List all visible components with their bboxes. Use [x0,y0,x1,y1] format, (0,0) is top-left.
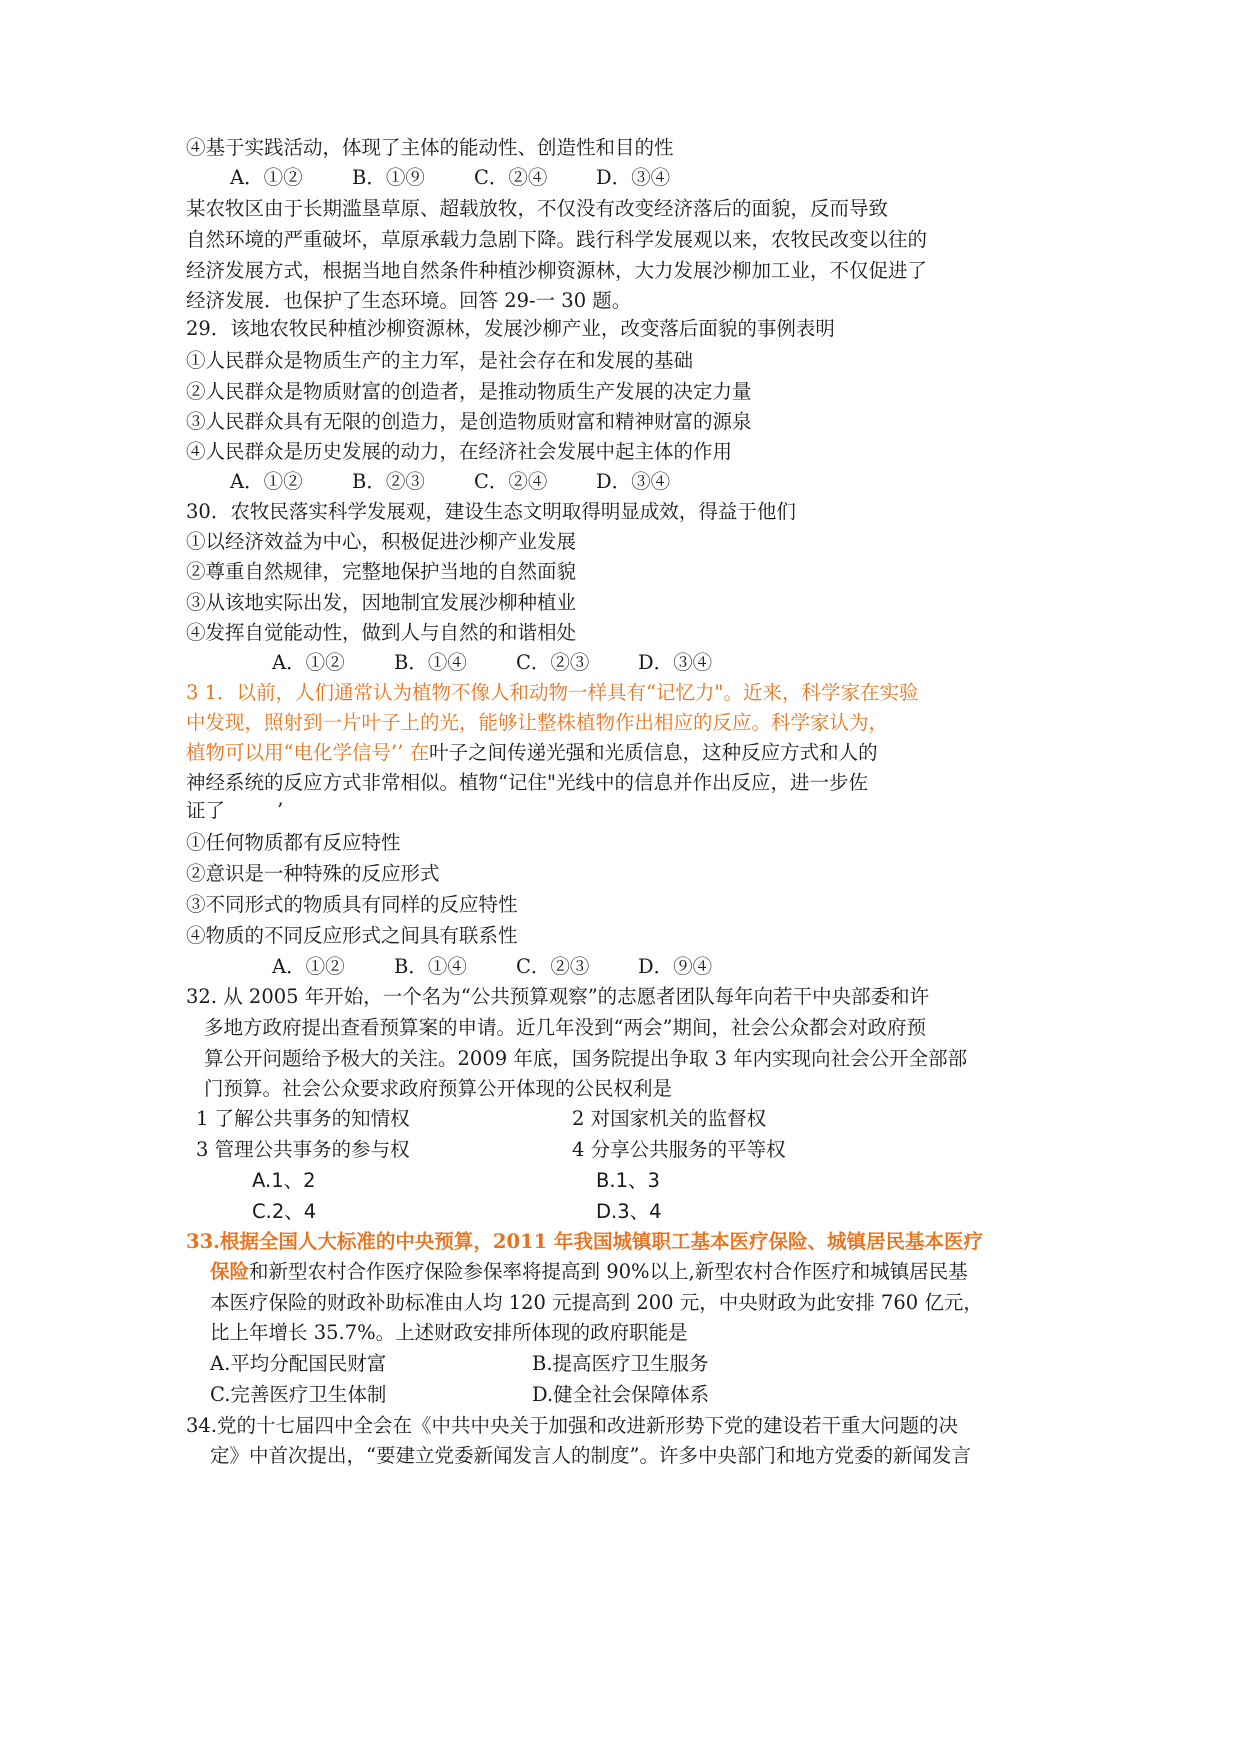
q28-option-c: C．②④ [474,166,548,189]
q31-stem-line-3-highlight: 植物可以用“电化学信号’’ 在 [186,741,430,764]
q30-option-d: D．③④ [638,651,713,674]
q34-line-2: 定》中首次提出，“要建立党委新闻发言人的制度”。许多中央部门和地方党委的新闻发言 [210,1444,971,1467]
q29-item-1: ①人民群众是物质生产的主力军，是社会存在和发展的基础 [186,349,694,372]
q30-item-1: ①以经济效益为中心，积极促进沙柳产业发展 [186,530,577,553]
q32-line-3: 算公开问题给予极大的关注。2009 年底，国务院提出争取 3 年内实现向社会公开全部部 [204,1047,968,1070]
q32-line-4: 门预算。社会公众要求政府预算公开体现的公民权利是 [204,1077,673,1100]
q30-option-b: B．①④ [394,651,467,674]
q30-option-a: A．①② [272,651,345,674]
q33-line-2 [210,1260,968,1284]
q34-line-1: 34.党的十七届四中全会在《中共中央关于加强和改进新形势下党的建设若干重大问题的决 [186,1414,959,1437]
q29-option-b: B．②③ [352,470,425,493]
q31-stem-line-4: 神经系统的反应方式非常相似。植物“记住"光线中的信息并作出反应，进一步佐 [186,771,868,794]
q32-option-c: C.2、4 [252,1200,317,1223]
q32-item-3: 3 管理公共事务的参与权 [196,1138,410,1161]
q33-option-d: D.健全社会保障体系 [532,1383,710,1406]
q31-item-2: ②意识是一种特殊的反应形式 [186,862,440,885]
q33-line-4: 比上年增长 35.7%。上述财政安排所体现的政府职能是 [210,1321,688,1344]
q31-stem-line-5 [186,799,283,823]
q32-option-b: B.1、3 [596,1169,660,1192]
q31-option-c: C．②③ [516,955,590,978]
q30-item-4: ④发挥自觉能动性，做到人与自然的和谐相处 [186,621,577,644]
passage-line-4: 经济发展．也保护了生态环境。回答 29-一 30 题。 [186,289,632,312]
q31-stem-line-1: 3 1．以前，人们通常认为植物不像人和动物一样具有“记忆力"。近来，科学家在实验 [186,681,919,704]
q33-option-a: A.平均分配国民财富 [210,1352,387,1375]
q33-line-1: 33.根据全国人大标准的中央预算，2011 年我国城镇职工基本医疗保险、城镇居民基本医疗 [186,1230,983,1253]
q30-stem: 30．农牧民落实科学发展观，建设生态文明取得明显成效，得益于他们 [186,500,796,523]
q32-line-2: 多地方政府提出查看预算案的申请。近几年没到“两会”期间，社会公众都会对政府预 [204,1016,926,1039]
q29-item-3: ③人民群众具有无限的创造力，是创造物质财富和精神财富的源泉 [186,410,752,433]
q31-stem-line-5-text: 证了 [186,799,226,822]
q30-item-2: ②尊重自然规律，完整地保护当地的自然面貌 [186,560,577,583]
q33-option-b: B.提高医疗卫生服务 [532,1352,709,1375]
q29-option-d: D．③④ [596,470,671,493]
q33-line-2-rest: 和新型农村合作医疗保险参保率将提高到 90%以上,新型农村合作医疗和城镇居民基 [249,1260,968,1283]
q31-stem-line-3 [186,741,878,765]
q31-option-a: A．①② [272,955,345,978]
passage-line-1: 某农牧区由于长期滥垦草原、超载放牧，不仅没有改变经济落后的面貌，反而导致 [186,197,889,220]
q28-item-4: ④基于实践活动，体现了主体的能动性、创造性和目的性 [186,136,674,159]
q32-item-1: 1 了解公共事务的知情权 [196,1107,410,1130]
q33-line-3: 本医疗保险的财政补助标准由人均 120 元提高到 200 元，中央财政为此安排 760 亿元， [210,1291,983,1314]
passage-line-3: 经济发展方式，根据当地自然条件种植沙柳资源林，大力发展沙柳加工业，不仅促进了 [186,259,928,282]
q28-option-a: A．①② [230,166,303,189]
q32-item-2: 2 对国家机关的监督权 [572,1107,767,1130]
q33-line-2-highlight: 保险 [210,1260,250,1283]
q31-stem-line-3-rest: 叶子之间传递光强和光质信息，这种反应方式和人的 [429,741,878,764]
q29-item-2: ②人民群众是物质财富的创造者，是推动物质生产发展的决定力量 [186,380,752,403]
q29-item-4: ④人民群众是历史发展的动力，在经济社会发展中起主体的作用 [186,440,733,463]
q31-item-1: ①任何物质都有反应特性 [186,831,401,854]
q33-option-c: C.完善医疗卫生体制 [210,1383,387,1406]
q32-option-d: D.3、4 [596,1200,662,1223]
passage-line-2: 自然环境的严重破坏，草原承载力急剧下降。践行科学发展观以来，农牧民改变以往的 [186,228,928,251]
q29-option-a: A．①② [230,470,303,493]
q31-option-d: D．⑨④ [638,955,713,978]
q31-item-3: ③不同形式的物质具有同样的反应特性 [186,893,518,916]
q31-stem-line-5-mark: ’ [277,799,284,822]
q31-item-4: ④物质的不同反应形式之间具有联系性 [186,924,518,947]
q28-option-d: D．③④ [596,166,671,189]
q31-option-b: B．①④ [394,955,467,978]
q30-option-c: C．②③ [516,651,590,674]
q31-stem-line-2: 中发现，照射到一片叶子上的光，能够让整株植物作出相应的反应。科学家认为， [186,711,889,734]
q29-option-c: C．②④ [474,470,548,493]
q29-stem: 29．该地农牧民种植沙柳资源林，发展沙柳产业，改变落后面貌的事例表明 [186,317,835,340]
q32-option-a: A.1、2 [252,1169,316,1192]
q28-option-b: B．①⑨ [352,166,425,189]
q32-item-4: 4 分享公共服务的平等权 [572,1138,786,1161]
q30-item-3: ③从该地实际出发，因地制宜发展沙柳种植业 [186,591,577,614]
q32-line-1: 32. 从 2005 年开始，一个名为“公共预算观察”的志愿者团队每年向若干中央部委和许 [186,985,930,1008]
